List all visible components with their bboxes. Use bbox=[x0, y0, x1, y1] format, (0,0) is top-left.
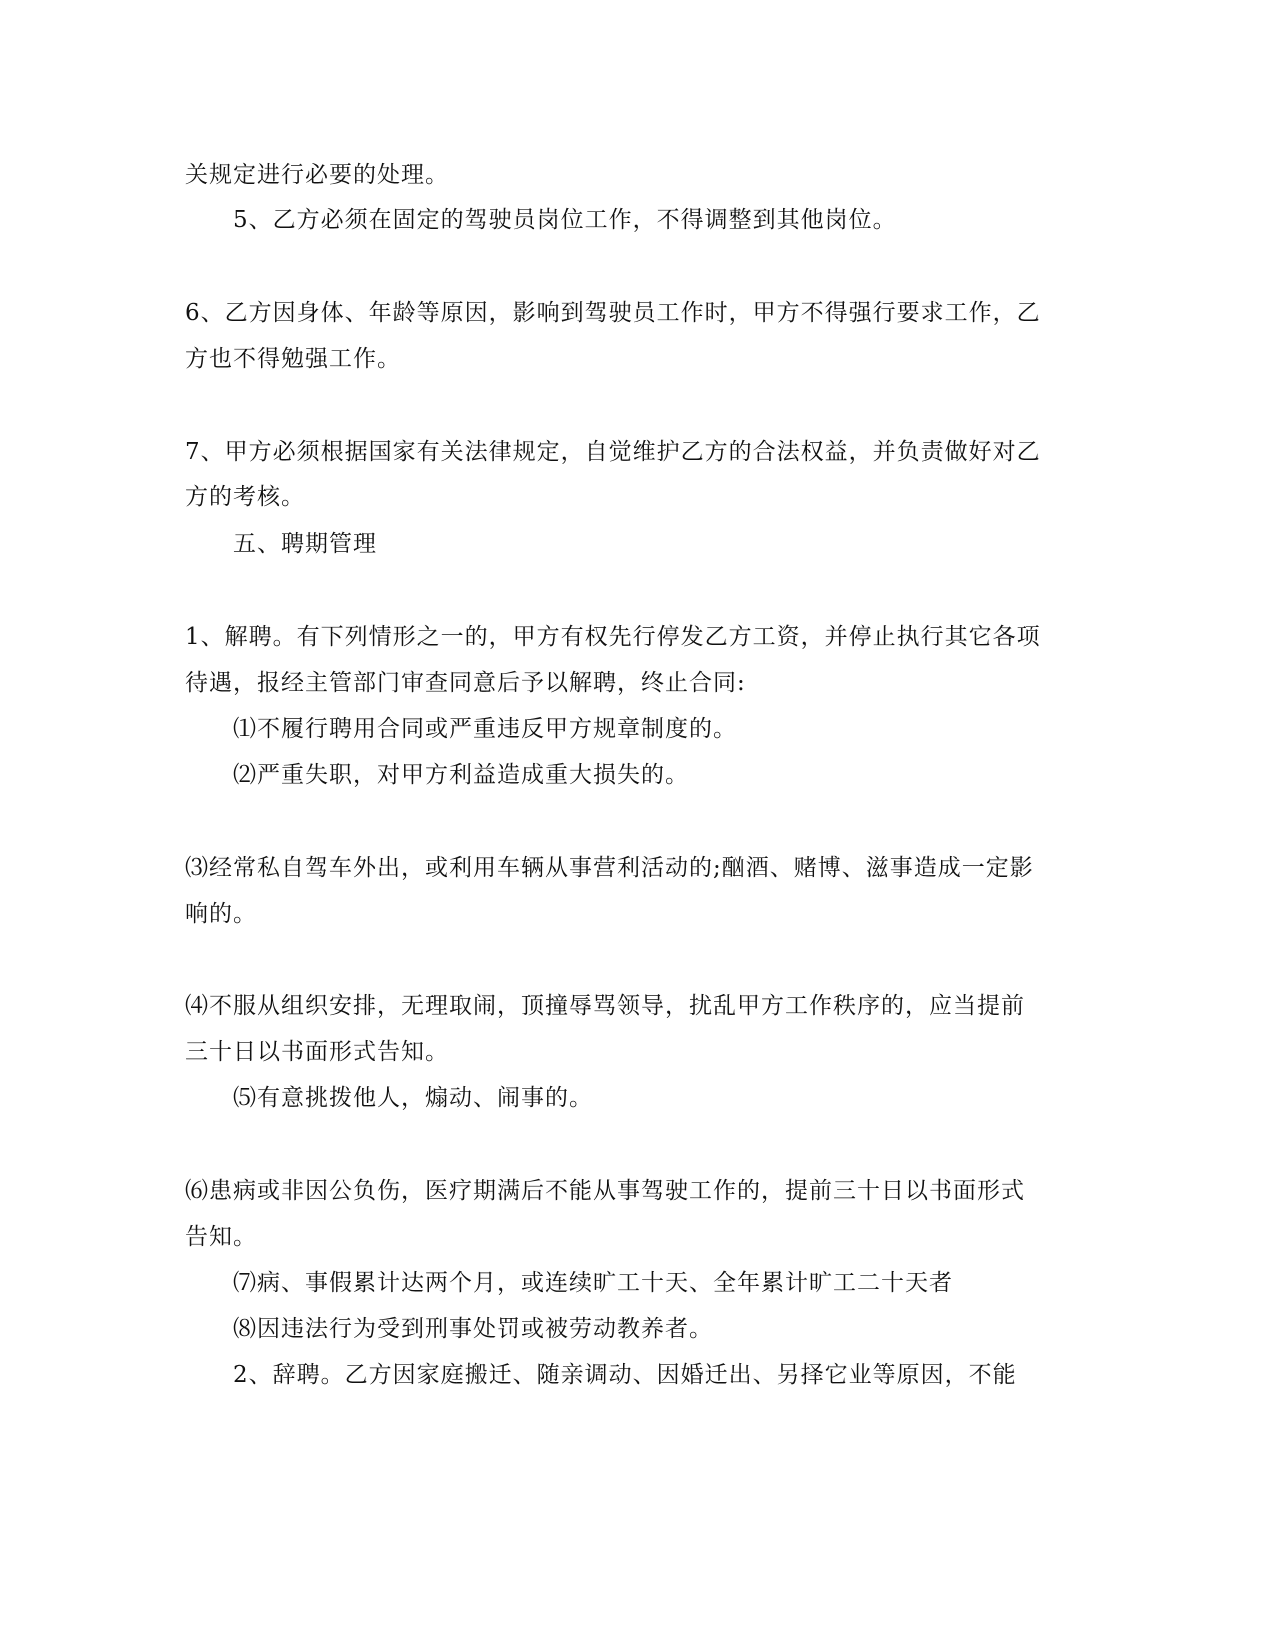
text-line: 方也不得勉强工作。 bbox=[185, 346, 401, 372]
list-item: ⑵严重失职，对甲方利益造成重大损失的。 bbox=[233, 762, 689, 788]
text-line: 关规定进行必要的处理。 bbox=[185, 162, 449, 188]
text-line: 6、乙方因身体、年龄等原因，影响到驾驶员工作时，甲方不得强行要求工作，乙 bbox=[185, 300, 1041, 326]
list-item: ⑸有意挑拨他人，煽动、闹事的。 bbox=[233, 1085, 593, 1111]
text-line: 7、甲方必须根据国家有关法律规定，自觉维护乙方的合法权益，并负责做好对乙 bbox=[185, 439, 1041, 465]
text-line: 告知。 bbox=[185, 1224, 257, 1250]
text-line: 1、解聘。有下列情形之一的，甲方有权先行停发乙方工资，并停止执行其它各项 bbox=[185, 624, 1041, 650]
list-item: ⑴不履行聘用合同或严重违反甲方规章制度的。 bbox=[233, 716, 737, 742]
text-line: 待遇，报经主管部门审查同意后予以解聘，终止合同: bbox=[185, 670, 746, 696]
list-item: ⑺病、事假累计达两个月，或连续旷工十天、全年累计旷工二十天者 bbox=[233, 1270, 953, 1296]
text-line: 三十日以书面形式告知。 bbox=[185, 1039, 449, 1065]
text-line: 5、乙方必须在固定的驾驶员岗位工作，不得调整到其他岗位。 bbox=[233, 207, 897, 233]
text-line: 响的。 bbox=[185, 901, 257, 927]
list-item: ⑶经常私自驾车外出，或利用车辆从事营利活动的;酗酒、赌博、滋事造成一定影 bbox=[185, 855, 1034, 881]
section-heading: 五、聘期管理 bbox=[233, 531, 377, 557]
text-line: 2、辞聘。乙方因家庭搬迁、随亲调动、因婚迁出、另择它业等原因，不能 bbox=[233, 1362, 1017, 1388]
list-item: ⑹患病或非因公负伤，医疗期满后不能从事驾驶工作的，提前三十日以书面形式 bbox=[185, 1178, 1025, 1204]
list-item: ⑷不服从组织安排，无理取闹，顶撞辱骂领导，扰乱甲方工作秩序的，应当提前 bbox=[185, 993, 1025, 1019]
text-line: 方的考核。 bbox=[185, 484, 305, 510]
list-item: ⑻因违法行为受到刑事处罚或被劳动教养者。 bbox=[233, 1316, 713, 1342]
